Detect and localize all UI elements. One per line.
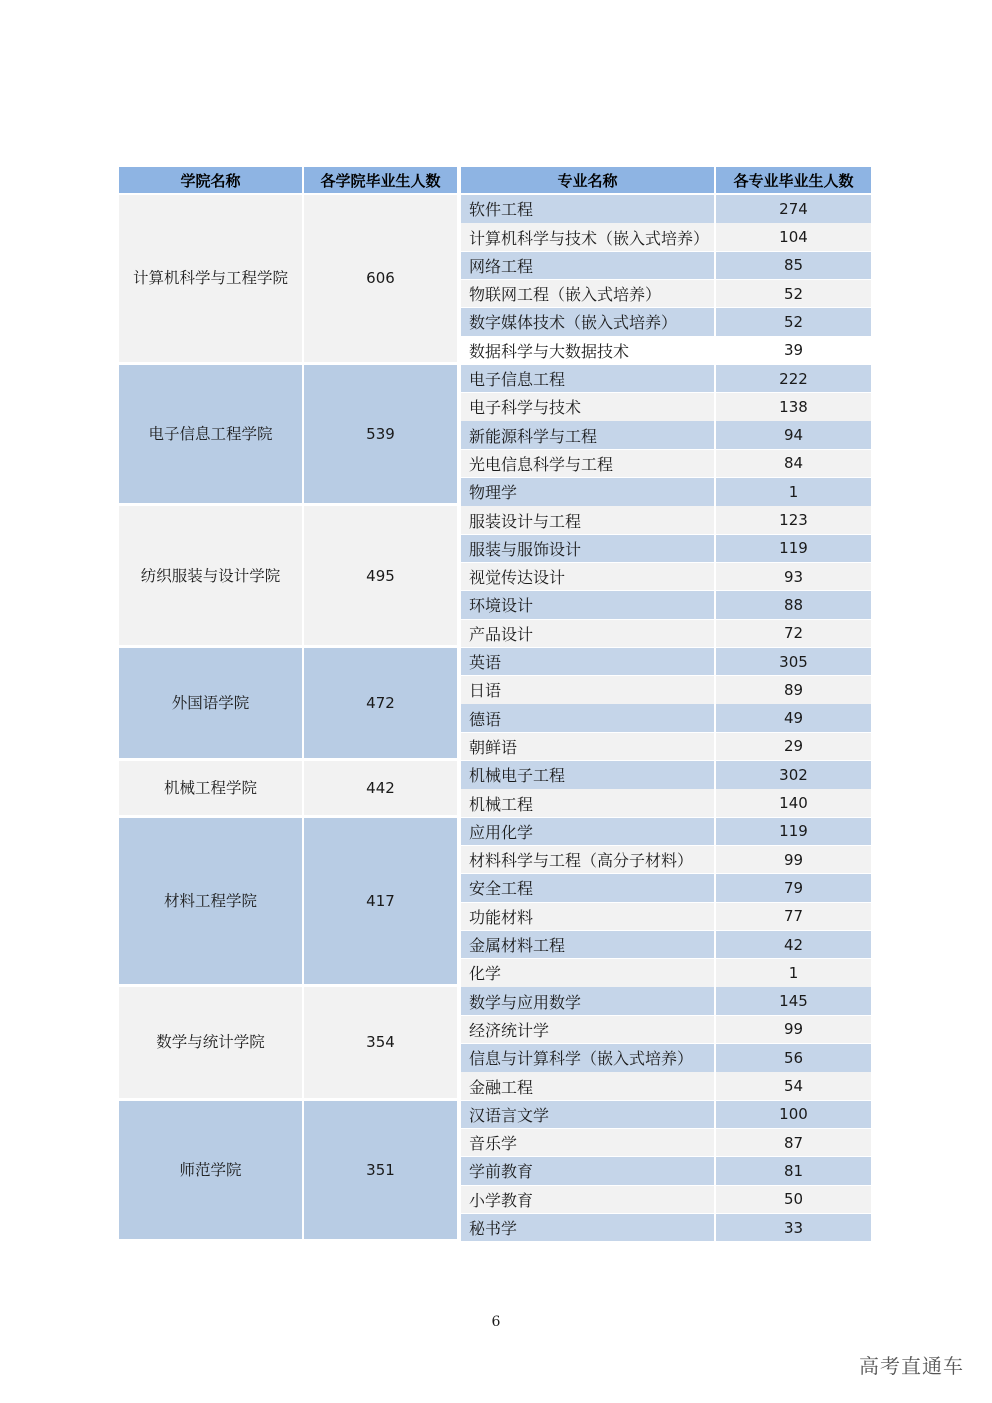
major-count: 49 — [716, 704, 871, 732]
major-name: 数学与应用数学 — [461, 987, 714, 1015]
college-total: 351 — [304, 1101, 457, 1240]
major-name: 物联网工程（嵌入式培养） — [461, 280, 714, 308]
major-name: 朝鲜语 — [461, 733, 714, 761]
major-count: 1 — [716, 959, 871, 987]
major-count: 93 — [716, 563, 871, 591]
major-count: 33 — [716, 1214, 871, 1242]
major-name: 信息与计算科学（嵌入式培养） — [461, 1044, 714, 1072]
major-count: 85 — [716, 252, 871, 280]
college-name: 外国语学院 — [119, 648, 302, 758]
major-count: 50 — [716, 1186, 871, 1214]
major-count: 222 — [716, 365, 871, 393]
major-count: 87 — [716, 1129, 871, 1157]
major-count: 140 — [716, 789, 871, 817]
major-name: 化学 — [461, 959, 714, 987]
major-name: 秘书学 — [461, 1214, 714, 1242]
major-name: 金融工程 — [461, 1072, 714, 1100]
college-total: 495 — [304, 506, 457, 645]
major-count: 99 — [716, 846, 871, 874]
major-count: 1 — [716, 478, 871, 506]
major-count: 84 — [716, 450, 871, 478]
major-count: 119 — [716, 818, 871, 846]
major-count: 54 — [716, 1072, 871, 1100]
college-total: 417 — [304, 818, 457, 985]
major-name: 数字媒体技术（嵌入式培养） — [461, 308, 714, 336]
major-name: 德语 — [461, 704, 714, 732]
major-count: 94 — [716, 421, 871, 449]
major-count: 56 — [716, 1044, 871, 1072]
major-count: 123 — [716, 506, 871, 534]
major-name: 经济统计学 — [461, 1016, 714, 1044]
major-name: 机械工程 — [461, 789, 714, 817]
major-name: 日语 — [461, 676, 714, 704]
major-name: 小学教育 — [461, 1186, 714, 1214]
major-name: 新能源科学与工程 — [461, 421, 714, 449]
major-name: 光电信息科学与工程 — [461, 450, 714, 478]
header-college-count: 各学院毕业生人数 — [304, 167, 457, 193]
major-count: 302 — [716, 761, 871, 789]
college-total: 606 — [304, 195, 457, 362]
major-count: 42 — [716, 931, 871, 959]
college-total: 472 — [304, 648, 457, 758]
college-total: 539 — [304, 365, 457, 504]
major-count: 100 — [716, 1101, 871, 1129]
major-name: 音乐学 — [461, 1129, 714, 1157]
major-name: 数据科学与大数据技术 — [461, 337, 714, 365]
major-name: 软件工程 — [461, 195, 714, 223]
college-name: 纺织服装与设计学院 — [119, 506, 302, 645]
major-name: 电子信息工程 — [461, 365, 714, 393]
major-name: 物理学 — [461, 478, 714, 506]
major-count: 72 — [716, 620, 871, 648]
college-total: 354 — [304, 987, 457, 1097]
header-college: 学院名称 — [119, 167, 302, 193]
college-name: 数学与统计学院 — [119, 987, 302, 1097]
major-count: 79 — [716, 874, 871, 902]
major-name: 产品设计 — [461, 620, 714, 648]
major-name: 服装与服饰设计 — [461, 535, 714, 563]
major-name: 电子科学与技术 — [461, 393, 714, 421]
major-count: 39 — [716, 337, 871, 365]
major-name: 材料科学与工程（高分子材料） — [461, 846, 714, 874]
header-major-count: 各专业毕业生人数 — [716, 167, 871, 193]
major-name: 金属材料工程 — [461, 931, 714, 959]
college-name: 机械工程学院 — [119, 761, 302, 815]
major-count: 138 — [716, 393, 871, 421]
college-total: 442 — [304, 761, 457, 815]
major-name: 安全工程 — [461, 874, 714, 902]
major-count: 104 — [716, 223, 871, 251]
major-name: 视觉传达设计 — [461, 563, 714, 591]
major-count: 29 — [716, 733, 871, 761]
major-name: 计算机科学与技术（嵌入式培养） — [461, 223, 714, 251]
major-count: 88 — [716, 591, 871, 619]
watermark: 高考直通车 — [859, 1354, 964, 1378]
page-number: 6 — [491, 1314, 501, 1330]
major-count: 119 — [716, 535, 871, 563]
major-count: 274 — [716, 195, 871, 223]
major-name: 汉语言文学 — [461, 1101, 714, 1129]
college-name: 计算机科学与工程学院 — [119, 195, 302, 362]
major-name: 学前教育 — [461, 1157, 714, 1185]
major-count: 145 — [716, 987, 871, 1015]
major-count: 99 — [716, 1016, 871, 1044]
college-name: 材料工程学院 — [119, 818, 302, 985]
major-count: 52 — [716, 308, 871, 336]
major-name: 功能材料 — [461, 903, 714, 931]
major-name: 机械电子工程 — [461, 761, 714, 789]
major-count: 305 — [716, 648, 871, 676]
college-name: 电子信息工程学院 — [119, 365, 302, 504]
major-name: 服装设计与工程 — [461, 506, 714, 534]
major-name: 应用化学 — [461, 818, 714, 846]
header-major: 专业名称 — [461, 167, 714, 193]
major-count: 77 — [716, 903, 871, 931]
major-count: 89 — [716, 676, 871, 704]
college-name: 师范学院 — [119, 1101, 302, 1240]
major-name: 网络工程 — [461, 252, 714, 280]
major-count: 52 — [716, 280, 871, 308]
major-name: 环境设计 — [461, 591, 714, 619]
major-name: 英语 — [461, 648, 714, 676]
major-count: 81 — [716, 1157, 871, 1185]
